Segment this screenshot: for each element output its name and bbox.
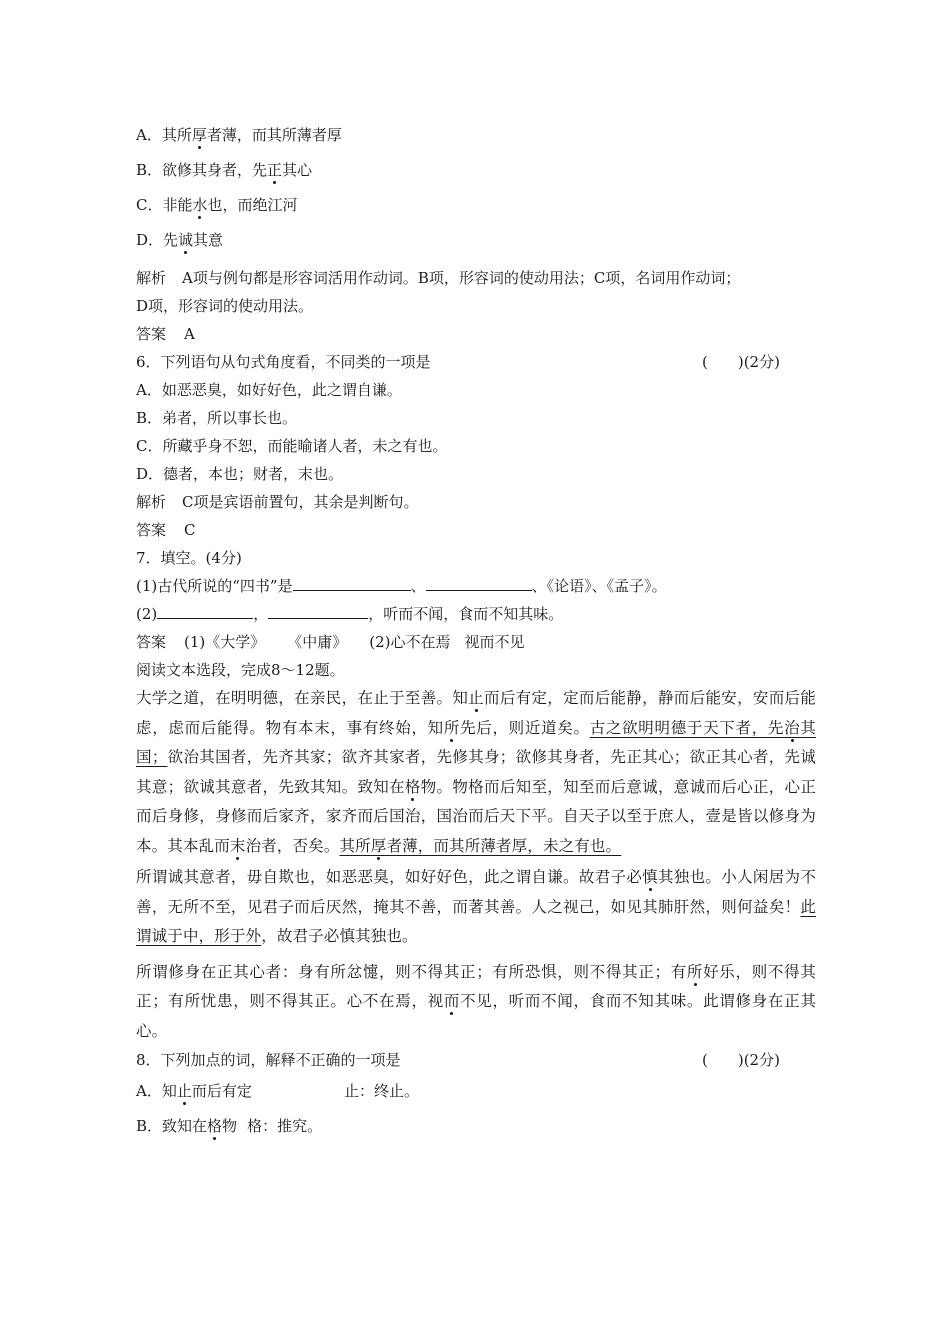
q7-blank-line-2: (2) ， ，听而不闻，食而不知其味。 — [136, 600, 816, 628]
emphasis-dot: 所 — [686, 962, 704, 981]
q6-option-b: B．弟者，所以事长也。 — [136, 409, 298, 427]
q5-answer: 答案 A — [136, 325, 195, 343]
fill-blank — [157, 600, 253, 619]
emphasis-dot: 水 — [192, 196, 208, 214]
q7-blank-line-1: (1)古代所说的“四书”是 、 、《论语》、《孟子》。 — [136, 572, 816, 600]
q6-answer: 答案 C — [136, 521, 196, 539]
q5-analysis: 解析 A项与例句都是形容词活用作动词。B项，形容词的使动用法；C项，名词用作动词； — [136, 269, 741, 287]
q7-answer: 答案 (1)《大学》 《中庸》 (2)心不在焉 视而不见 — [136, 633, 525, 651]
emphasis-dot: 止 — [176, 1082, 192, 1100]
q6-analysis: 解析 C项是宾语前置句，其余是判断句。 — [136, 493, 419, 511]
passage-paragraph-2: 所谓诚其意者，毋自欺也，如恶恶臭，如好好色，此之谓自谦。故君子必慎其独也。小人闲居为不善，无所不至，见君子而后厌然，掩其不善，而著其善。人之视己，如见其肺肝然，则何益矣！此谓诚于中，形于外，故君子必慎其独也。 — [136, 868, 816, 945]
underlined-sentence: 此谓诚于中，形于外 — [136, 897, 816, 945]
emphasis-dot: 厚 — [191, 126, 207, 144]
fill-blank — [268, 600, 368, 619]
q6-stem: 6．下列语句从句式角度看，不同类的一项是 ( )(2分) — [136, 348, 816, 376]
q8-option-a-gloss: 止：终止。 — [344, 1082, 420, 1100]
reading-intro: 阅读文本选段，完成8～12题。 — [136, 661, 345, 679]
emphasis-dot: 正 — [267, 161, 283, 179]
q5-option-d: D．先诚其意 — [136, 231, 224, 249]
emphasis-dot: 慎 — [642, 868, 658, 886]
q6-option-a: A．如恶恶臭，如好好色，此之谓自谦。 — [136, 381, 402, 399]
emphasis-dot: 治 — [784, 718, 801, 737]
q8-option-a: A．知止而后有定 止：终止。 — [136, 1074, 816, 1109]
q6-option-c: C．所藏乎身不恕，而能喻诸人者，未之有也。 — [136, 437, 448, 455]
fill-blank — [426, 572, 532, 591]
q6-score: ( )(2分) — [702, 353, 780, 371]
underlined-sentence: 古之欲明明德于天下者，先治其国； — [136, 718, 816, 766]
emphasis-dot: 而 — [443, 992, 461, 1010]
emphasis-dot: 厚 — [370, 836, 387, 855]
q7-stem: 7．填空。(4分) — [136, 549, 242, 567]
q5-option-c: C．非能水也，而绝江河 — [136, 196, 298, 214]
emphasis-dot: 诚 — [178, 231, 194, 249]
document-page — [136, 118, 816, 1144]
fill-blank — [293, 572, 411, 591]
passage-paragraph-1: 大学之道，在明明德，在亲民，在止于至善。知止而后有定，定而后能静，静而后能安，安而后能虑，虑而后能得。物有本末，事有终始，知所先后，则近道矣。古之欲明明德于天下者，先治其国；欲治其国者，先齐其家；欲齐其家者，先修其身；欲修其身者，先正其心；欲正其心者，先诚其意；欲诚其意者，先致其知。致知在格物。物格而后知至，知至而后意诚，意诚而后心正，心正而后身修，身修而后家齐，家齐而后国治，国治而后天下平。自天子以至于庶人，壹是皆以修身为本。其本乱而末治者，否矣。其所厚者薄，而其所薄者厚，未之有也。 — [136, 689, 816, 855]
emphasis-dot: 止 — [468, 689, 484, 707]
q5-option-b: B．欲修其身者，先正其心 — [136, 161, 313, 179]
emphasis-dot: 格 — [207, 1117, 223, 1135]
q8-stem: 8．下列加点的词，解释不正确的一项是 ( )(2分) — [136, 1046, 816, 1074]
q8-option-b-gloss: 格：推究。 — [247, 1117, 323, 1135]
underlined-sentence: 其所厚者薄，而其所薄者厚，未之有也。 — [339, 836, 622, 855]
q6-option-d: D．德者，本也；财者，末也。 — [136, 465, 344, 483]
q5-analysis-cont: D项，形容词的使动用法。 — [136, 297, 314, 315]
passage-paragraph-3: 所谓修身在正其心者：身有所忿懥，则不得其正；有所恐惧，则不得其正；有所好乐，则不得其正；有所忧患，则不得其正。心不在焉，视而不见，听而不闻，食而不知其味。此谓修身在正其心。 — [136, 962, 816, 1040]
emphasis-dot: 格 — [404, 777, 421, 796]
q5-option-a: A．其所厚者薄，而其所薄者厚 — [136, 126, 342, 144]
emphasis-dot: 末 — [229, 836, 246, 855]
q8-score: ( )(2分) — [702, 1051, 780, 1069]
emphasis-dot: 所 — [443, 718, 461, 737]
q8-option-b: B．致知在格物 格：推究。 — [136, 1117, 323, 1135]
